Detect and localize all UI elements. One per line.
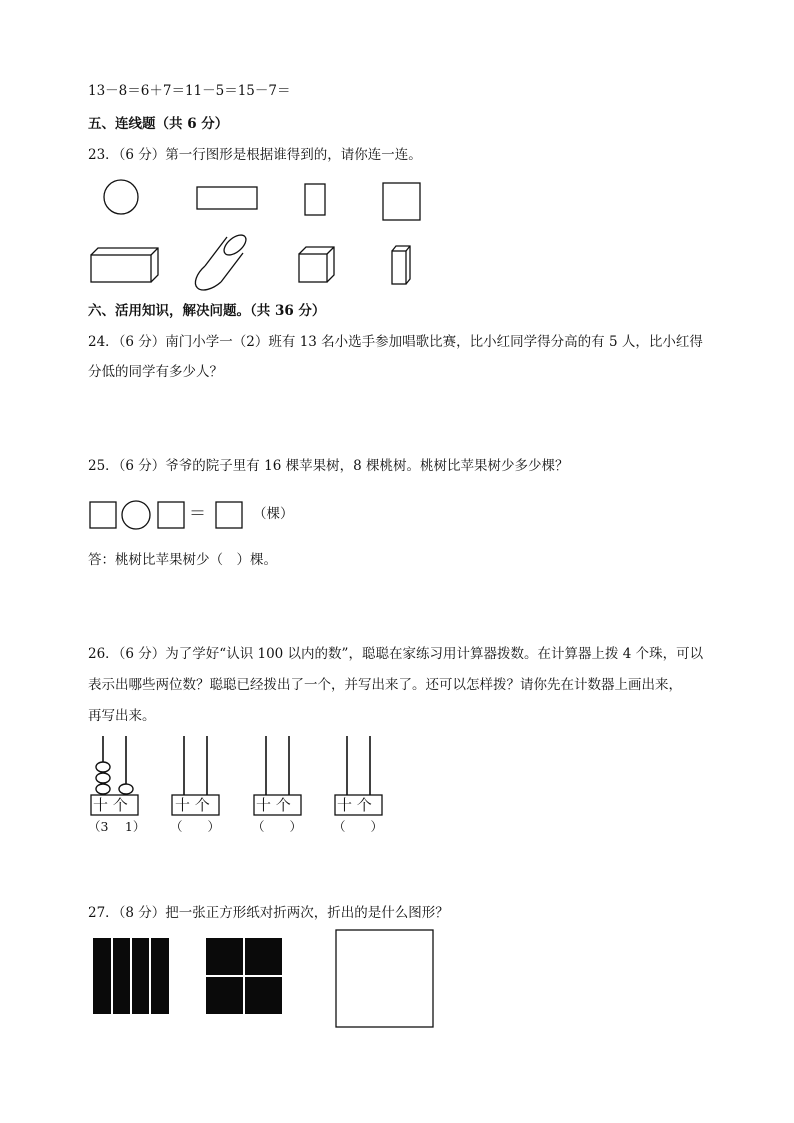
question-26-line1: 26．（6 分）为了学好“认识 100 以内的数”，聪聪在家练习用计算器拨数。在计算器上拨 4 个珠，可以 — [88, 646, 704, 662]
abacus-1-caption: （3 1） — [88, 819, 146, 834]
folded-strips-figure — [93, 938, 169, 1014]
question-25: 25．（6 分）爷爷的院子里有 16 棵苹果树，8 棵桃树。桃树比苹果树少多少棵？ — [88, 458, 569, 474]
equals-sign: ＝ — [189, 504, 206, 524]
folded-quarters-figure — [206, 938, 282, 1014]
question-26-line2: 表示出哪些两位数？聪聪已经拨出了一个，并写出来了。还可以怎样拨？请你先在计数器上画出来， — [88, 677, 682, 693]
blank-square-drawing-area[interactable] — [336, 930, 433, 1027]
abacus-2-caption[interactable]: （ ） — [170, 819, 221, 834]
question-24-line1: 24．（6 分）南门小学一（2）班有 13 名小选手参加唱歌比赛，比小红同学得分高的有 5 人，比小红得 — [88, 334, 703, 350]
question-23: 23．（6 分）第一行图形是根据谁得到的，请你连一连。 — [88, 147, 422, 163]
abacus-4-caption[interactable]: （ ） — [333, 819, 384, 834]
abacus-3-caption[interactable]: （ ） — [252, 819, 303, 834]
abacus-3-label: 十 个 — [256, 796, 291, 814]
abacus-1-label: 十 个 — [93, 796, 128, 814]
question-27: 27．（8 分）把一张正方形纸对折两次，折出的是什么图形？ — [88, 905, 449, 921]
top-equations: 13－8＝6＋7＝11－5＝15－7＝ — [88, 83, 291, 99]
section6-heading: 六、活用知识，解决问题。（共 36 分） — [88, 303, 326, 319]
abacus-4-label: 十 个 — [337, 796, 372, 814]
q25-answer-line: 答：桃树比苹果树少（ ）棵。 — [88, 552, 277, 568]
question-26-line3: 再写出来。 — [88, 708, 156, 724]
abacus-2-label: 十 个 — [175, 796, 210, 814]
question-24-line2: 分低的同学有多少人？ — [88, 364, 223, 380]
section5-heading: 五、连线题（共 6 分） — [88, 116, 229, 132]
q25-unit: （棵） — [253, 506, 294, 522]
